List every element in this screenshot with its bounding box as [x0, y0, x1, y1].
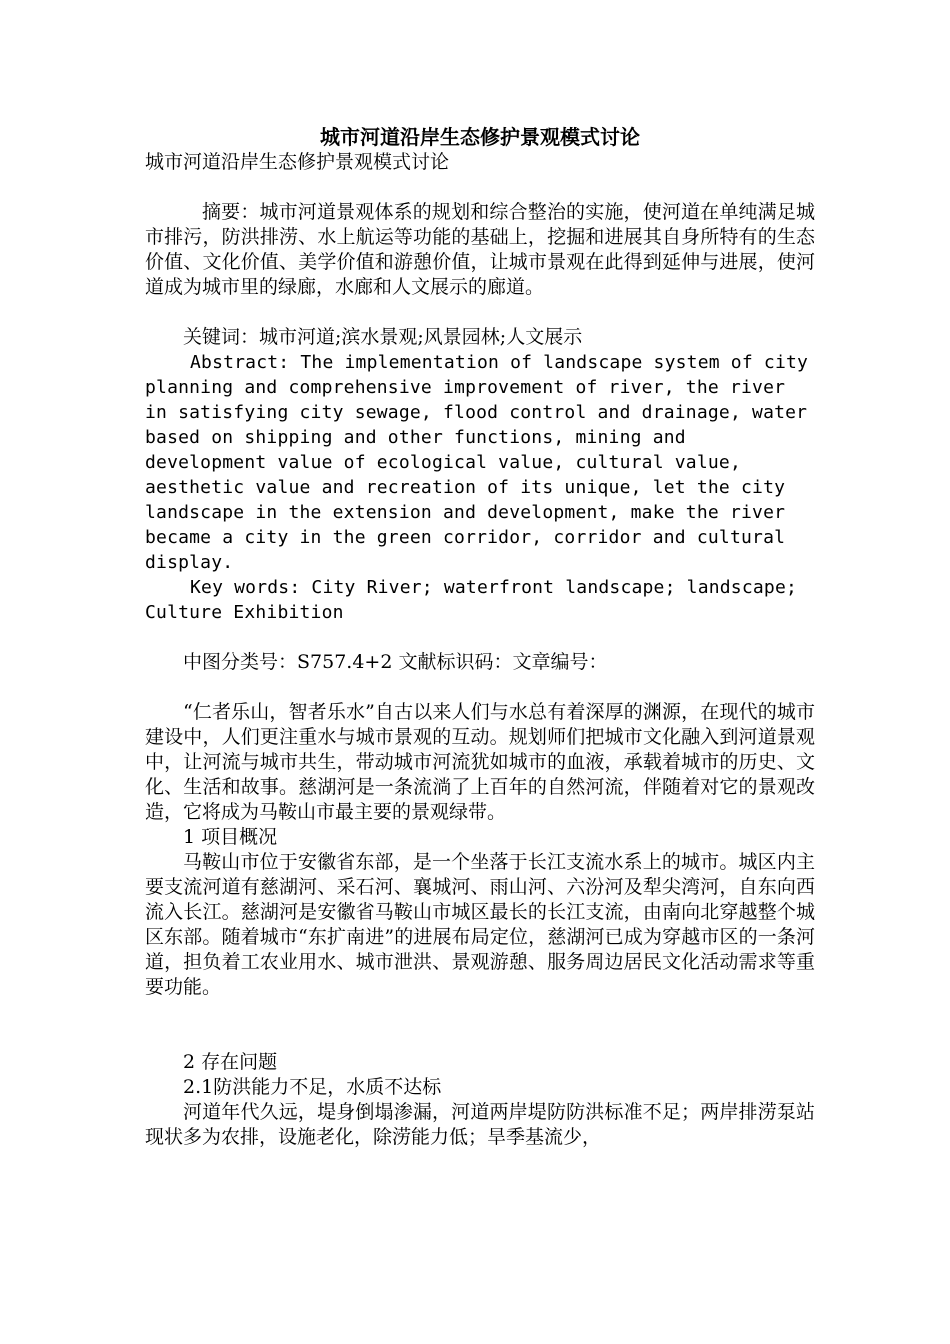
section-1-paragraph: 马鞍山市位于安徽省东部，是一个坐落于长江支流水系上的城市。城区内主要支流河道有慈湖河、采石河、襄城河、雨山河、六汾河及犁尖湾河，自东向西流入长江。慈湖河是安徽省马鞍山市城区最长的长江支流，由南向北穿越整个城区东部。随着城市“东扩南进”的进展布局定位，慈湖河已成为穿越市区的一条河道，担负着工农业用水、城市泄洪、景观游憩、服务周边居民文化活动需求等重要功能。 — [145, 851, 815, 998]
keywords-english: Key words: City River; waterfront landscape; landscape; Culture Exhibition — [145, 577, 798, 623]
spacer — [145, 1000, 815, 1050]
section-2-heading: 2 存在问题 — [183, 1051, 278, 1073]
document-subtitle: 城市河道沿岸生态修护景观模式讨论 — [145, 151, 450, 173]
classification-line: 中图分类号：S757.4+2 文献标识码：文章编号： — [183, 651, 608, 673]
spacer — [145, 625, 815, 650]
spacer — [145, 300, 815, 325]
keywords-chinese: 关键词：城市河道;滨水景观;风景园林;人文展示 — [183, 326, 583, 348]
document-title: 城市河道沿岸生态修护景观模式讨论 — [320, 125, 640, 149]
document-page — [145, 0, 815, 1150]
abstract-chinese: 摘要：城市河道景观体系的规划和综合整治的实施，使河道在单纯满足城市排污，防洪排涝、水上航运等功能的基础上，挖掘和进展其自身所特有的生态价值、文化价值、美学价值和游憩价值，让城市景观在此得到延伸与进展，使河道成为城市里的绿廊，水廊和人文展示的廊道。 — [145, 201, 815, 298]
spacer — [145, 675, 815, 700]
section-1-heading: 1 项目概况 — [183, 826, 278, 848]
abstract-english: Abstract: The implementation of landscape system of city planning and comprehensive improvement of river, the river in satisfying city sewage, flood control and drainage, water based on shipping and other functions, mining and development value of ecological value, cultural value, aesthetic value and recreation of its unique, let the city landscape in the extension and development, make the river became a city in the green corridor, corridor and cultural display. — [145, 352, 809, 573]
section-2-1-paragraph: 河道年代久远，堤身倒塌渗漏，河道两岸堤防防洪标准不足；两岸排涝泵站现状多为农排，设施老化，除涝能力低；旱季基流少， — [145, 1101, 815, 1148]
section-2-1-heading: 2.1防洪能力不足，水质不达标 — [183, 1076, 442, 1098]
intro-paragraph: “仁者乐山，智者乐水”自古以来人们与水总有着深厚的渊源，在现代的城市建设中，人们更注重水与城市景观的互动。规划师们把城市文化融入到河道景观中，让河流与城市共生，带动城市河流犹如城市的血液，承载着城市的历史、文化、生活和故事。慈湖河是一条流淌了上百年的自然河流，伴随着对它的景观改造，它将成为马鞍山市最主要的景观绿带。 — [145, 701, 815, 823]
